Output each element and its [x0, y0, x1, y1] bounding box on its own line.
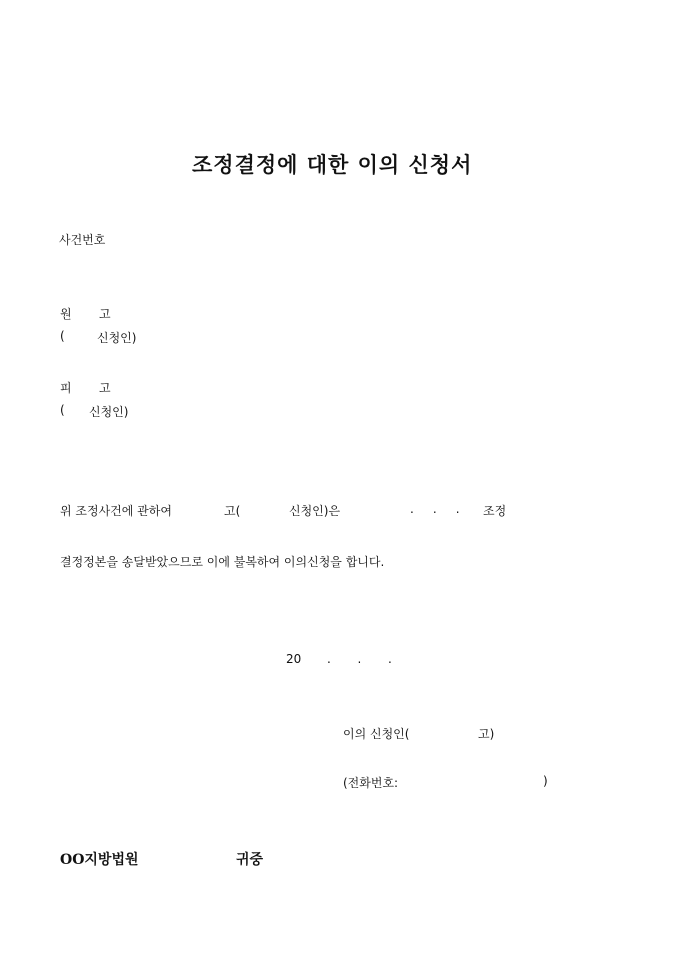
court-name: OO지방법원 [60, 852, 139, 868]
defendant-label-char2: 고 [99, 381, 111, 395]
date-year-prefix: 20 [286, 652, 302, 666]
defendant-label-char1: 피 [60, 381, 72, 395]
body-line1-part4: 조정 [483, 504, 507, 518]
document-title: 조정결정에 대한 이의 신청서 [192, 152, 473, 177]
plaintiff-label-char1: 원 [60, 307, 72, 321]
plaintiff-label-char2: 고 [99, 307, 111, 321]
applicant-suffix: 고) [478, 727, 495, 741]
body-line1-part1: 위 조정사건에 관하여 [60, 504, 172, 518]
plaintiff-role: 신청인) [97, 331, 137, 345]
defendant-paren-open: ( [60, 403, 65, 417]
date-dots: . . . [327, 652, 392, 666]
court-salutation: 귀중 [236, 852, 264, 868]
body-line2: 결정정본을 송달받았으므로 이에 불복하여 이의신청을 합니다. [60, 555, 385, 569]
defendant-role: 신청인) [89, 405, 129, 419]
phone-label: (전화번호: [343, 776, 399, 790]
body-line1-date-dots: . . . [410, 502, 460, 516]
plaintiff-paren-open: ( [60, 329, 65, 343]
body-line1-part3: 신청인)은 [289, 504, 341, 518]
case-number-label: 사건번호 [59, 233, 106, 247]
phone-close: ) [543, 774, 548, 788]
applicant-label: 이의 신청인( [343, 727, 410, 741]
body-line1-part2: 고( [224, 504, 241, 518]
